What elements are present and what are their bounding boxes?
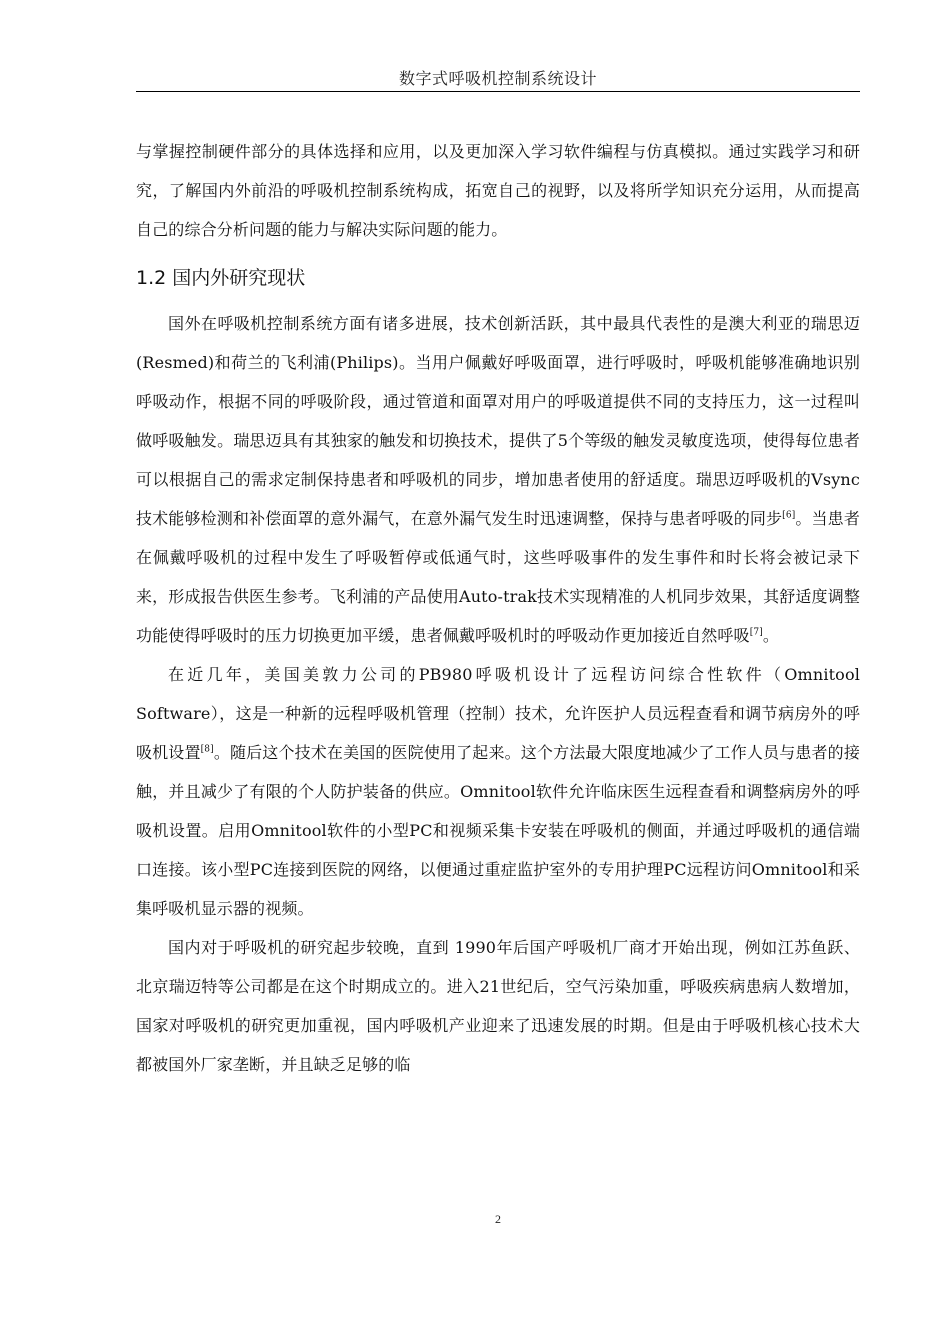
text-run: 。 <box>762 626 780 645</box>
paragraph-domestic-research: 国内对于呼吸机的研究起步较晚，直到 1990年后国产呼吸机厂商才开始出现，例如江苏鱼跃、北京瑞迈特等公司都是在这个时期成立的。进入21世纪后，空气污染加重，呼吸疾病患病人数增加，国家对呼吸机的研究更加重视，国内呼吸机产业迎来了迅速发展的时期。但是由于呼吸机核心技术大都被国外厂家垄断，并且缺乏足够的临 <box>136 938 860 1074</box>
text-run: 。随后这个技术在美国的医院使用了起来。这个方法最大限度地减少了工作人员与患者的接触，并且减少了有限的个人防护装备的供应。Omnitool软件允许临床医生远程查看和调整病房外的呼吸机设置。启用Omnitool软件的小型PC和视频采集卡安装在呼吸机的侧面，并通过呼吸机的通信端口连接。该小型PC连接到医院的网络，以便通过重症监护室外的专用护理PC远程访问Omnitool和采集呼吸机显示器的视频。 <box>136 743 860 918</box>
section-heading-1-2: 1.2 国内外研究现状 <box>136 267 306 289</box>
text-run: 。当患者在佩戴呼吸机的过程中发生了呼吸暂停或低通气时，这些呼吸事件的发生事件和时长将会被记录下来，形成报告供医生参考。飞利浦的产品使用Auto-trak技术实现精准的人机同步效果，其舒适度调整功能使得呼吸时的压力切换更加平缓，患者佩戴呼吸机时的呼吸动作更加接近自然呼吸 <box>136 509 860 645</box>
running-header: 数字式呼吸机控制系统设计 <box>398 69 597 88</box>
text-run: 在近几年，美国美敦力公司的PB980呼吸机设计了远程访问综合性软件（Omnitool Software），这是一种新的远程呼吸机管理（控制）技术，允许医护人员远程查看和调节病房外的呼吸机设置 <box>136 665 860 762</box>
paragraph-intro-continued: 与掌握控制硬件部分的具体选择和应用，以及更加深入学习软件编程与仿真模拟。通过实践学习和研究，了解国内外前沿的呼吸机控制系统构成，拓宽自己的视野，以及将所学知识充分运用，从而提高自己的综合分析问题的能力与解决实际问题的能力。 <box>136 142 860 239</box>
page-number: 2 <box>495 1212 501 1226</box>
header-rule <box>136 91 860 92</box>
text-run: 国外在呼吸机控制系统方面有诸多进展，技术创新活跃，其中最具代表性的是澳大利亚的瑞思迈(Resmed)和荷兰的飞利浦(Philips)。当用户佩戴好呼吸面罩，进行呼吸时，呼吸机能够准确地识别呼吸动作，根据不同的呼吸阶段，通过管道和面罩对用户的呼吸道提供不同的支持压力，这一过程叫做呼吸触发。瑞思迈具有其独家的触发和切换技术，提供了5个等级的触发灵敏度选项，使得每位患者可以根据自己的需求定制保持患者和呼吸机的同步，增加患者使用的舒适度。瑞思迈呼吸机的Vsync技术能够检测和补偿面罩的意外漏气，在意外漏气发生时迅速调整，保持与患者呼吸的同步 <box>136 314 860 528</box>
body-text <box>136 132 860 1084</box>
citation-ref-6: [6] <box>782 510 796 521</box>
paragraph-foreign-research <box>136 304 860 655</box>
citation-ref-8: [8] <box>200 744 214 755</box>
citation-ref-7: [7] <box>749 627 763 638</box>
paragraph-omnitool <box>136 655 860 928</box>
